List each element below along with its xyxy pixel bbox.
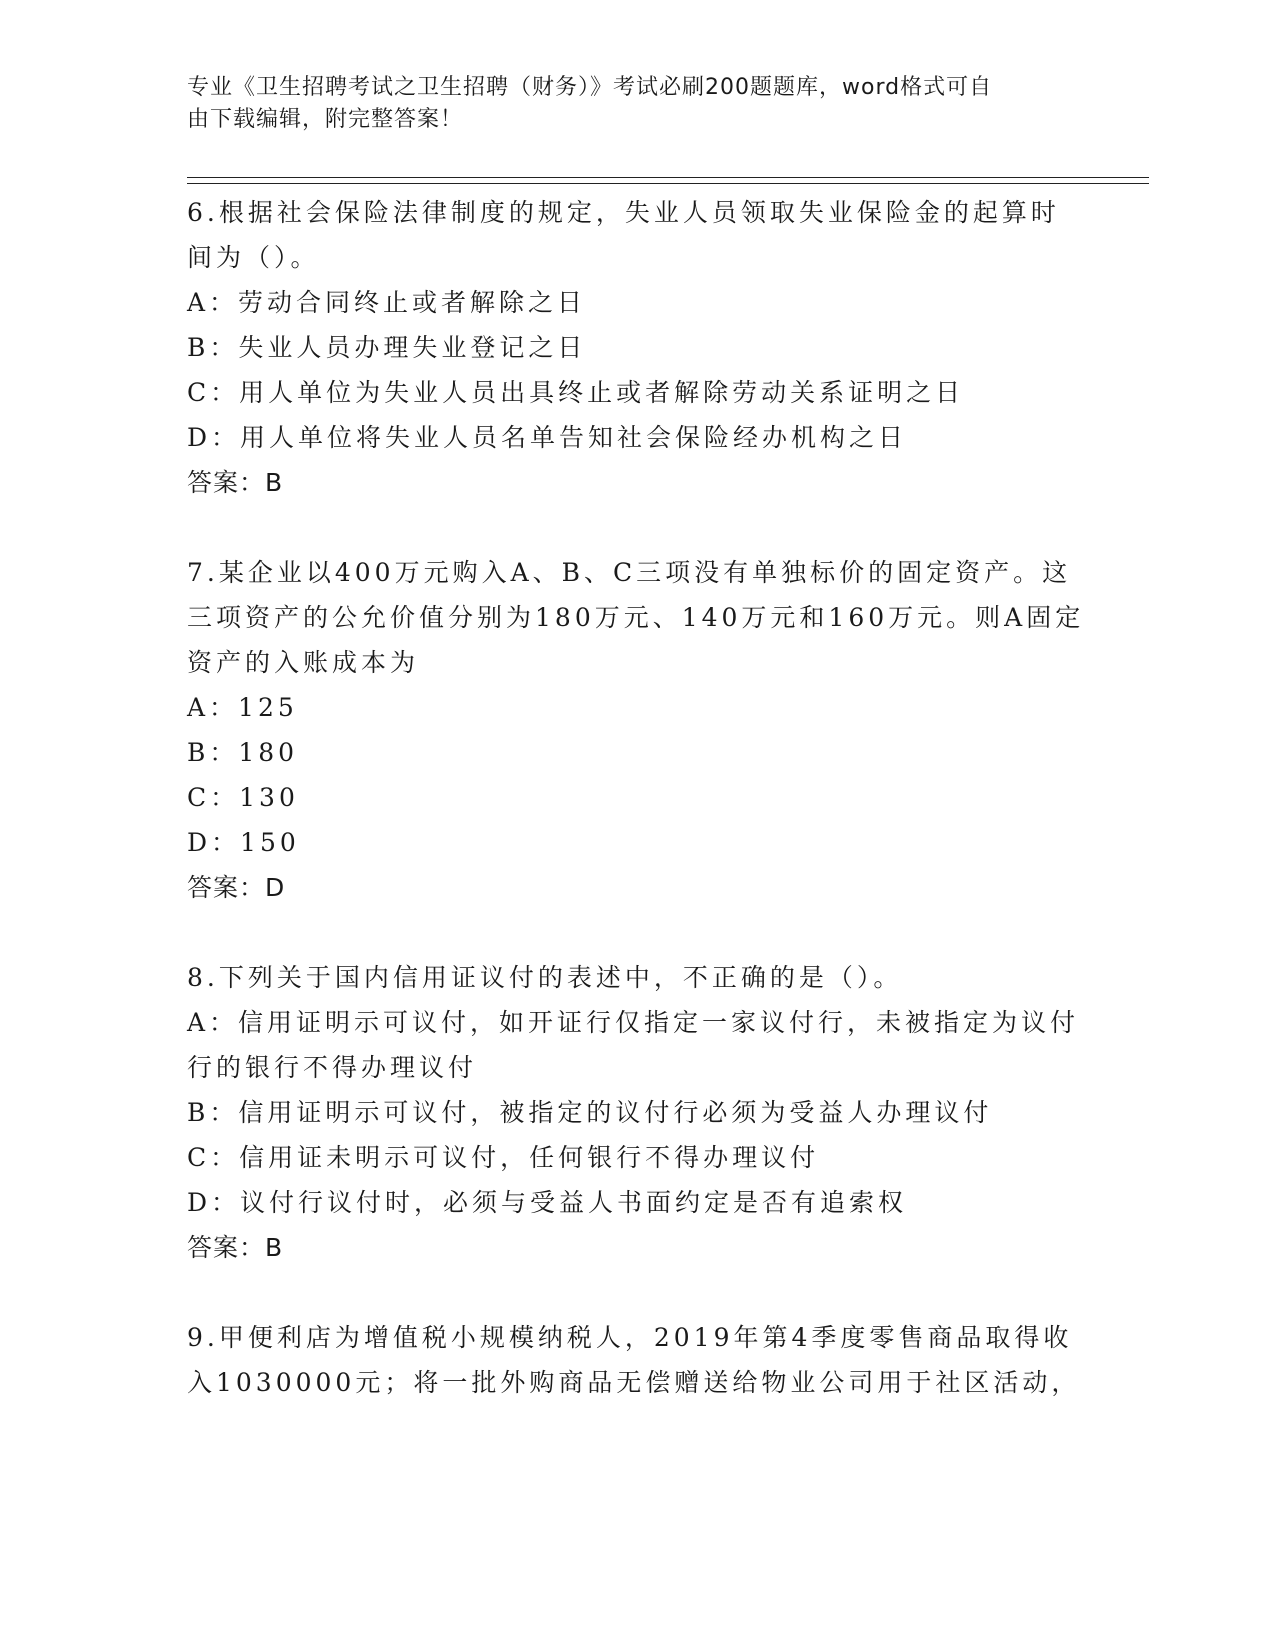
option-a-continued: 行的银行不得办理议付: [187, 1053, 478, 1082]
question-7: [187, 550, 1087, 910]
document-header: [187, 72, 1067, 136]
header-line: 由下载编辑，附完整答案！: [187, 107, 464, 132]
option-b: B：180: [187, 738, 299, 767]
question-stem: 6.根据社会保险法律制度的规定，失业人员领取失业保险金的起算时: [187, 198, 1060, 227]
option-a: A：125: [187, 693, 298, 722]
answer-label: 答案：B: [187, 468, 284, 497]
header-divider-top: [187, 177, 1149, 178]
option-c: C：130: [187, 783, 299, 812]
option-d: D：150: [187, 828, 300, 857]
header-divider-bottom: [187, 183, 1149, 184]
option-c: C：信用证未明示可议付，任何银行不得办理议付: [187, 1143, 820, 1172]
question-9: [187, 1315, 1087, 1405]
header-line: 专业《卫生招聘考试之卫生招聘（财务）》考试必刷200题题库，word格式可自: [187, 75, 993, 100]
option-a: A：信用证明示可议付，如开证行仅指定一家议付行，未被指定为议付: [187, 1008, 1080, 1037]
question-list: [187, 190, 1087, 1450]
question-stem: 入1030000元；将一批外购商品无偿赠送给物业公司用于社区活动，: [187, 1368, 1081, 1397]
question-8: [187, 955, 1087, 1270]
option-b: B：信用证明示可议付，被指定的议付行必须为受益人办理议付: [187, 1098, 993, 1127]
question-6: [187, 190, 1087, 505]
answer-label: 答案：D: [187, 873, 286, 902]
option-a: A：劳动合同终止或者解除之日: [187, 288, 587, 317]
option-d: D：议付行议付时，必须与受益人书面约定是否有追索权: [187, 1188, 908, 1217]
option-c: C：用人单位为失业人员出具终止或者解除劳动关系证明之日: [187, 378, 965, 407]
answer-label: 答案：B: [187, 1233, 284, 1262]
question-stem: 资产的入账成本为: [187, 648, 420, 677]
question-stem: 7.某企业以400万元购入A、B、C三项没有单独标价的固定资产。这: [187, 558, 1072, 587]
option-b: B：失业人员办理失业登记之日: [187, 333, 587, 362]
question-stem: 间为（）。: [187, 243, 320, 272]
option-d: D：用人单位将失业人员名单告知社会保险经办机构之日: [187, 423, 908, 452]
question-stem: 三项资产的公允价值分别为180万元、140万元和160万元。则A固定: [187, 603, 1085, 632]
question-stem: 8.下列关于国内信用证议付的表述中，不正确的是（）。: [187, 963, 903, 992]
question-stem: 9.甲便利店为增值税小规模纳税人，2019年第4季度零售商品取得收: [187, 1323, 1073, 1352]
